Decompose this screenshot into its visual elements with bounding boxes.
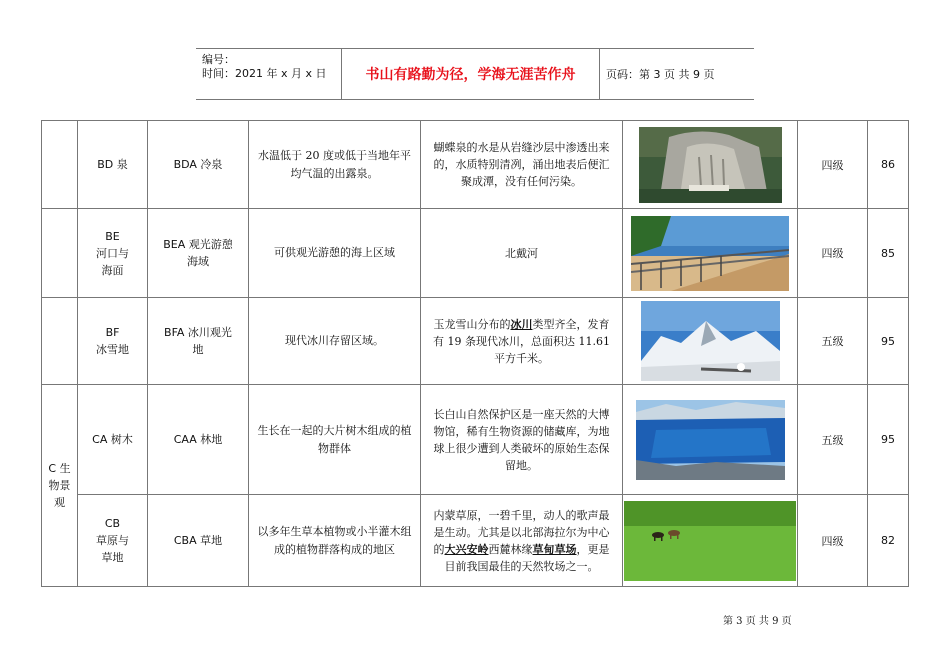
page-code: 页码：第 3 页 共 9 页 <box>606 68 715 81</box>
image-cell <box>623 495 798 587</box>
glacier-link[interactable]: 冰川 <box>510 317 533 331</box>
subcategory-cell: BD 泉 <box>78 121 148 209</box>
definition-cell: 水温低于 20 度或低于当地年平均气温的出露泉。 <box>249 121 421 209</box>
grassland-horses-photo <box>624 501 796 581</box>
level-cell: 四级 <box>798 121 868 209</box>
type-cell: BEA 观光游憩 海域 <box>148 209 249 298</box>
subcategory-cell: BF 冰雪地 <box>78 298 148 385</box>
definition-cell: 生长在一起的大片树木组成的植物群体 <box>249 385 421 495</box>
number-label: 编号： <box>202 53 235 66</box>
table-row <box>42 209 909 298</box>
type-cell: CAA 林地 <box>148 385 249 495</box>
category-cell: C 生 物景 观 <box>42 385 78 587</box>
date-label: 时间：2021 年 x 月 x 日 <box>202 67 327 80</box>
subcategory-cell: BE 河口与 海面 <box>78 209 148 298</box>
image-cell <box>623 209 798 298</box>
score-cell: 95 <box>868 385 909 495</box>
example-cell: 长白山自然保护区是一座天然的大博物馆，稀有生物资源的储藏库，为地球上很少遭到人类破坏的原始生态保留地。 <box>421 385 623 495</box>
example-cell: 内蒙草原，一碧千里，动人的歌声最是生动。尤其是以北部海拉尔为中心的大兴安岭西麓林缘草甸草场，更是目前我国最佳的天然牧场之一。 <box>421 495 623 587</box>
subcategory-cell: CA 树木 <box>78 385 148 495</box>
score-cell: 85 <box>868 209 909 298</box>
daxinganling-link[interactable]: 大兴安岭 <box>444 542 489 556</box>
type-cell: BFA 冰川观光 地 <box>148 298 249 385</box>
header-motto-cell <box>342 49 600 99</box>
image-cell <box>623 121 798 209</box>
score-cell: 86 <box>868 121 909 209</box>
subcategory-cell: CB 草原与 草地 <box>78 495 148 587</box>
score-cell: 82 <box>868 495 909 587</box>
score-cell: 95 <box>868 298 909 385</box>
motto: 书山有路勤为径，学海无涯苦作舟 <box>365 67 576 83</box>
level-cell: 四级 <box>798 209 868 298</box>
example-cell: 蝴蝶泉的水是从岩缝沙层中渗透出来的，水质特别清冽，涌出地表后便汇聚成潭，没有任何污染。 <box>421 121 623 209</box>
example-cell: 北戴河 <box>421 209 623 298</box>
level-cell: 五级 <box>798 385 868 495</box>
type-cell: CBA 草地 <box>148 495 249 587</box>
category-cell-blank <box>42 121 78 209</box>
header-meta-cell <box>196 49 342 99</box>
scenic-resource-table <box>41 120 909 587</box>
header-page-cell <box>600 49 754 99</box>
level-cell: 五级 <box>798 298 868 385</box>
table-row <box>42 298 909 385</box>
table-row <box>42 385 909 495</box>
level-cell: 四级 <box>798 495 868 587</box>
meadow-link[interactable]: 草甸草场 <box>532 542 577 556</box>
image-cell <box>623 298 798 385</box>
snow-mountain-photo <box>641 301 780 381</box>
category-cell-blank <box>42 209 78 298</box>
page-footer: 第 3 页 共 9 页 <box>723 616 792 627</box>
table-row <box>42 495 909 587</box>
category-cell-blank <box>42 298 78 385</box>
definition-cell: 现代冰川存留区域。 <box>249 298 421 385</box>
rock-cliff-photo <box>639 127 782 203</box>
page-header <box>196 48 754 100</box>
example-cell: 玉龙雪山分布的冰川类型齐全，发育有 19 条现代冰川，总面积达 11.61 平方千米。 <box>421 298 623 385</box>
image-cell <box>623 385 798 495</box>
type-cell: BDA 冷泉 <box>148 121 249 209</box>
definition-cell: 可供观光游憩的海上区域 <box>249 209 421 298</box>
table-row <box>42 121 909 209</box>
definition-cell: 以多年生草本植物或小半灌木组成的植物群落构成的地区 <box>249 495 421 587</box>
seaside-boardwalk-photo <box>631 216 789 291</box>
crater-lake-photo <box>636 400 785 480</box>
